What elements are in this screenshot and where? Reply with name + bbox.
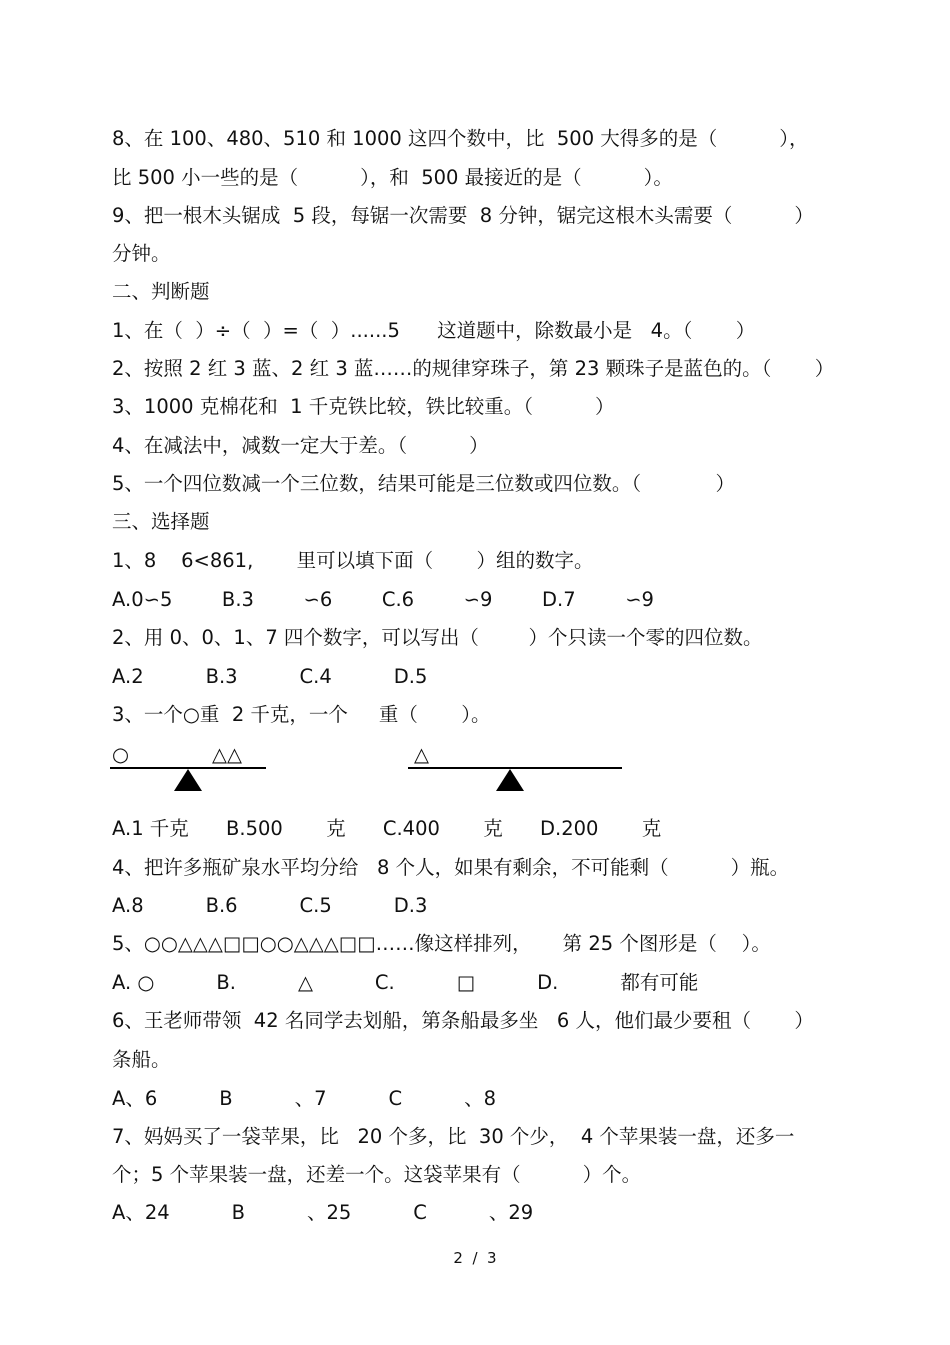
scale-left-triangles: △△ <box>212 743 242 766</box>
line-q9a: 9、把一根木头锯成 5 段，每锯一次需要 8 分钟，锯完这根木头需要（ ） <box>112 204 814 227</box>
section-heading-judgement: 二、判断题 <box>112 280 210 303</box>
line-j3: 3、1000 克棉花和 1 千克铁比较，铁比较重。（ ） <box>112 395 615 418</box>
line-c7-options: A、24 B 、25 C 、29 <box>112 1201 534 1224</box>
page-number: 2 / 3 <box>453 1249 497 1267</box>
line-j1: 1、在（ ）÷（ ）=（ ）......5 这道题中，除数最小是 4。（ ） <box>112 319 756 342</box>
line-q9b: 分钟。 <box>112 242 171 265</box>
line-c2-options: A.2 B.3 C.4 D.5 <box>112 665 428 688</box>
line-c2: 2、用 0、0、1、7 四个数字，可以写出（ ）个只读一个零的四位数。 <box>112 626 763 649</box>
line-q8b: 比 500 小一些的是（ ），和 500 最接近的是（ ）。 <box>112 166 673 189</box>
line-c7b: 个；5 个苹果装一盘，还差一个。这袋苹果有（ ）个。 <box>112 1163 642 1186</box>
line-c3-options: A.1 千克 B.500 克 C.400 克 D.200 克 <box>112 817 662 840</box>
line-c5-options: A. ○ B. △ C. □ D. 都有可能 <box>112 971 699 994</box>
line-c6a: 6、王老师带领 42 名同学去划船，第条船最多坐 6 人，他们最少要租（ ） <box>112 1009 814 1032</box>
line-j2: 2、按照 2 红 3 蓝、2 红 3 蓝……的规律穿珠子，第 23 颗珠子是蓝色的。（ ） <box>112 357 835 380</box>
line-c4: 4、把许多瓶矿泉水平均分给 8 个人，如果有剩余，不可能剩（ ）瓶。 <box>112 856 790 879</box>
line-c1-options: A.0∽5 B.3 ∽6 C.6 ∽9 D.7 ∽9 <box>112 588 654 611</box>
line-q8a: 8、在 100、480、510 和 1000 这四个数中，比 500 大得多的是（ ）， <box>112 127 809 150</box>
line-j5: 5、一个四位数减一个三位数，结果可能是三位数或四位数。（ ） <box>112 472 736 495</box>
line-c4-options: A.8 B.6 C.5 D.3 <box>112 894 428 917</box>
line-c3: 3、一个○重 2 千克，一个 重（ ）。 <box>112 703 491 726</box>
scale-right-fulcrum-icon <box>496 769 524 791</box>
line-c7a: 7、妈妈买了一袋苹果，比 20 个多，比 30 个少， 4 个苹果装一盘，还多一 <box>112 1125 795 1148</box>
line-c5: 5、○○△△△□□○○△△△□□……像这样排列， 第 25 个图形是（ ）。 <box>112 932 771 955</box>
scale-right-triangle: △ <box>414 743 429 766</box>
line-c6b: 条船。 <box>112 1048 171 1071</box>
line-c1: 1、8 6<861, 里可以填下面（ ）组的数字。 <box>112 549 594 572</box>
line-j4: 4、在减法中，减数一定大于差。（ ） <box>112 434 489 457</box>
section-heading-choice: 三、选择题 <box>112 510 210 533</box>
line-c6-options: A、6 B 、7 C 、8 <box>112 1087 496 1110</box>
scale-left-fulcrum-icon <box>174 769 202 791</box>
scale-left-circle: ○ <box>112 743 130 766</box>
